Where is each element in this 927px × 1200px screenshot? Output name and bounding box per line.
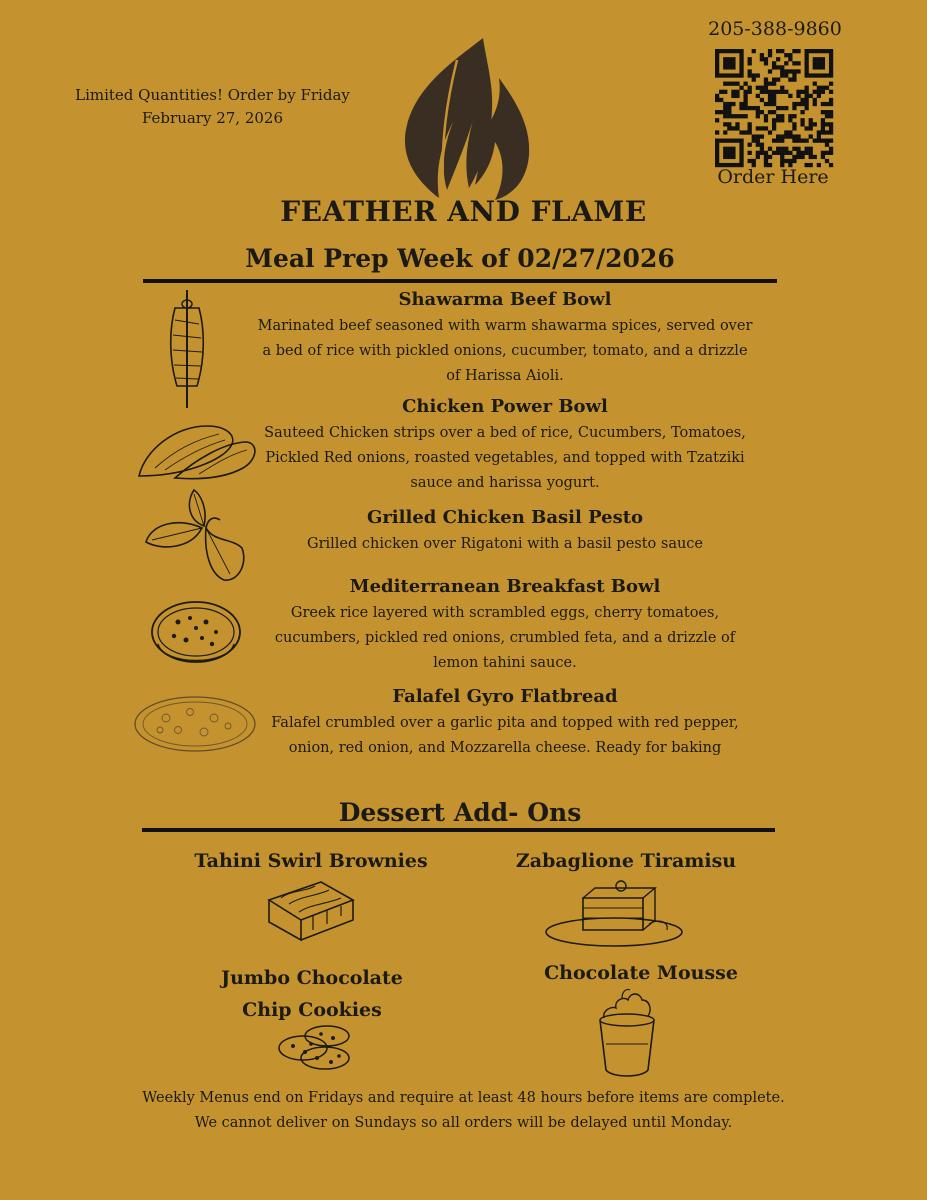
footer-line-1: Weekly Menus end on Fridays and require at least 48 hours before items are complete. bbox=[142, 1090, 785, 1106]
menu-item-description: Greek rice layered with scrambled eggs, cherry tomatoes, cucumbers, pickled red onions, crumbled feta, and a drizzle of lemon tahini sauce. bbox=[274, 605, 736, 671]
menu-item bbox=[255, 396, 755, 496]
menu-item-title: Grilled Chicken Basil Pesto bbox=[366, 507, 644, 528]
heading-divider bbox=[143, 279, 777, 283]
menu-item-title: Shawarma Beef Bowl bbox=[398, 289, 612, 310]
dessert-heading: Dessert Add- Ons bbox=[338, 798, 582, 827]
order-deadline-notice bbox=[60, 84, 365, 130]
brownie-icon bbox=[265, 876, 357, 942]
footer-line-2: We cannot deliver on Sundays so all orders will be delayed until Monday. bbox=[194, 1115, 733, 1131]
order-here-label: Order Here bbox=[717, 166, 829, 188]
menu-item-title: Mediterranean Breakfast Bowl bbox=[349, 576, 661, 597]
meal-prep-heading: Meal Prep Week of 02/27/2026 bbox=[245, 244, 675, 273]
menu-item-description: Falafel crumbled over a garlic pita and topped with red pepper, onion, red onion, and Mozzarella cheese. Ready for baking bbox=[271, 715, 739, 756]
notice-line-2: February 27, 2026 bbox=[141, 109, 284, 127]
brand-name: FEATHER AND FLAME bbox=[280, 195, 647, 228]
dessert-divider bbox=[142, 828, 775, 832]
dessert-item-label: Tahini Swirl Brownies bbox=[194, 850, 428, 872]
notice-line-1: Limited Quantities! Order by Friday bbox=[75, 86, 350, 104]
chicken-breast-icon bbox=[135, 420, 260, 482]
flatbread-pizza-icon bbox=[132, 694, 258, 754]
menu-item-title: Falafel Gyro Flatbread bbox=[392, 686, 618, 707]
menu-item bbox=[255, 576, 755, 676]
cookies-icon bbox=[275, 1018, 353, 1076]
menu-item bbox=[255, 686, 755, 761]
bowl-icon bbox=[150, 598, 242, 674]
dessert-item-label: Chocolate Mousse bbox=[544, 962, 738, 984]
feather-flame-logo bbox=[395, 30, 535, 200]
dessert-item-label: Jumbo Chocolate Chip Cookies bbox=[221, 967, 403, 1021]
qr-code[interactable] bbox=[715, 49, 833, 167]
menu-item-description: Grilled chicken over Rigatoni with a basil pesto sauce bbox=[306, 536, 704, 552]
menu-item-description: Sauteed Chicken strips over a bed of rice, Cucumbers, Tomatoes, Pickled Red onions, roasted vegetables, and topped with Tzatziki sauce and harissa yogurt. bbox=[264, 425, 746, 491]
menu-item-title: Chicken Power Bowl bbox=[402, 396, 608, 417]
shawarma-spit-icon bbox=[165, 290, 210, 408]
menu-item bbox=[255, 507, 755, 557]
footer-note bbox=[100, 1086, 827, 1136]
menu-item-description: Marinated beef seasoned with warm shawarma spices, served over a bed of rice with pickled onions, cucumber, tomato, and a drizzle of Harissa Aioli. bbox=[257, 318, 753, 384]
mousse-cup-icon bbox=[592, 986, 662, 1078]
phone-number[interactable]: 205-388-9860 bbox=[708, 18, 842, 40]
basil-leaves-icon bbox=[142, 488, 252, 584]
dessert-item-label: Zabaglione Tiramisu bbox=[515, 850, 737, 872]
menu-item bbox=[255, 289, 755, 389]
tiramisu-icon bbox=[543, 878, 685, 948]
